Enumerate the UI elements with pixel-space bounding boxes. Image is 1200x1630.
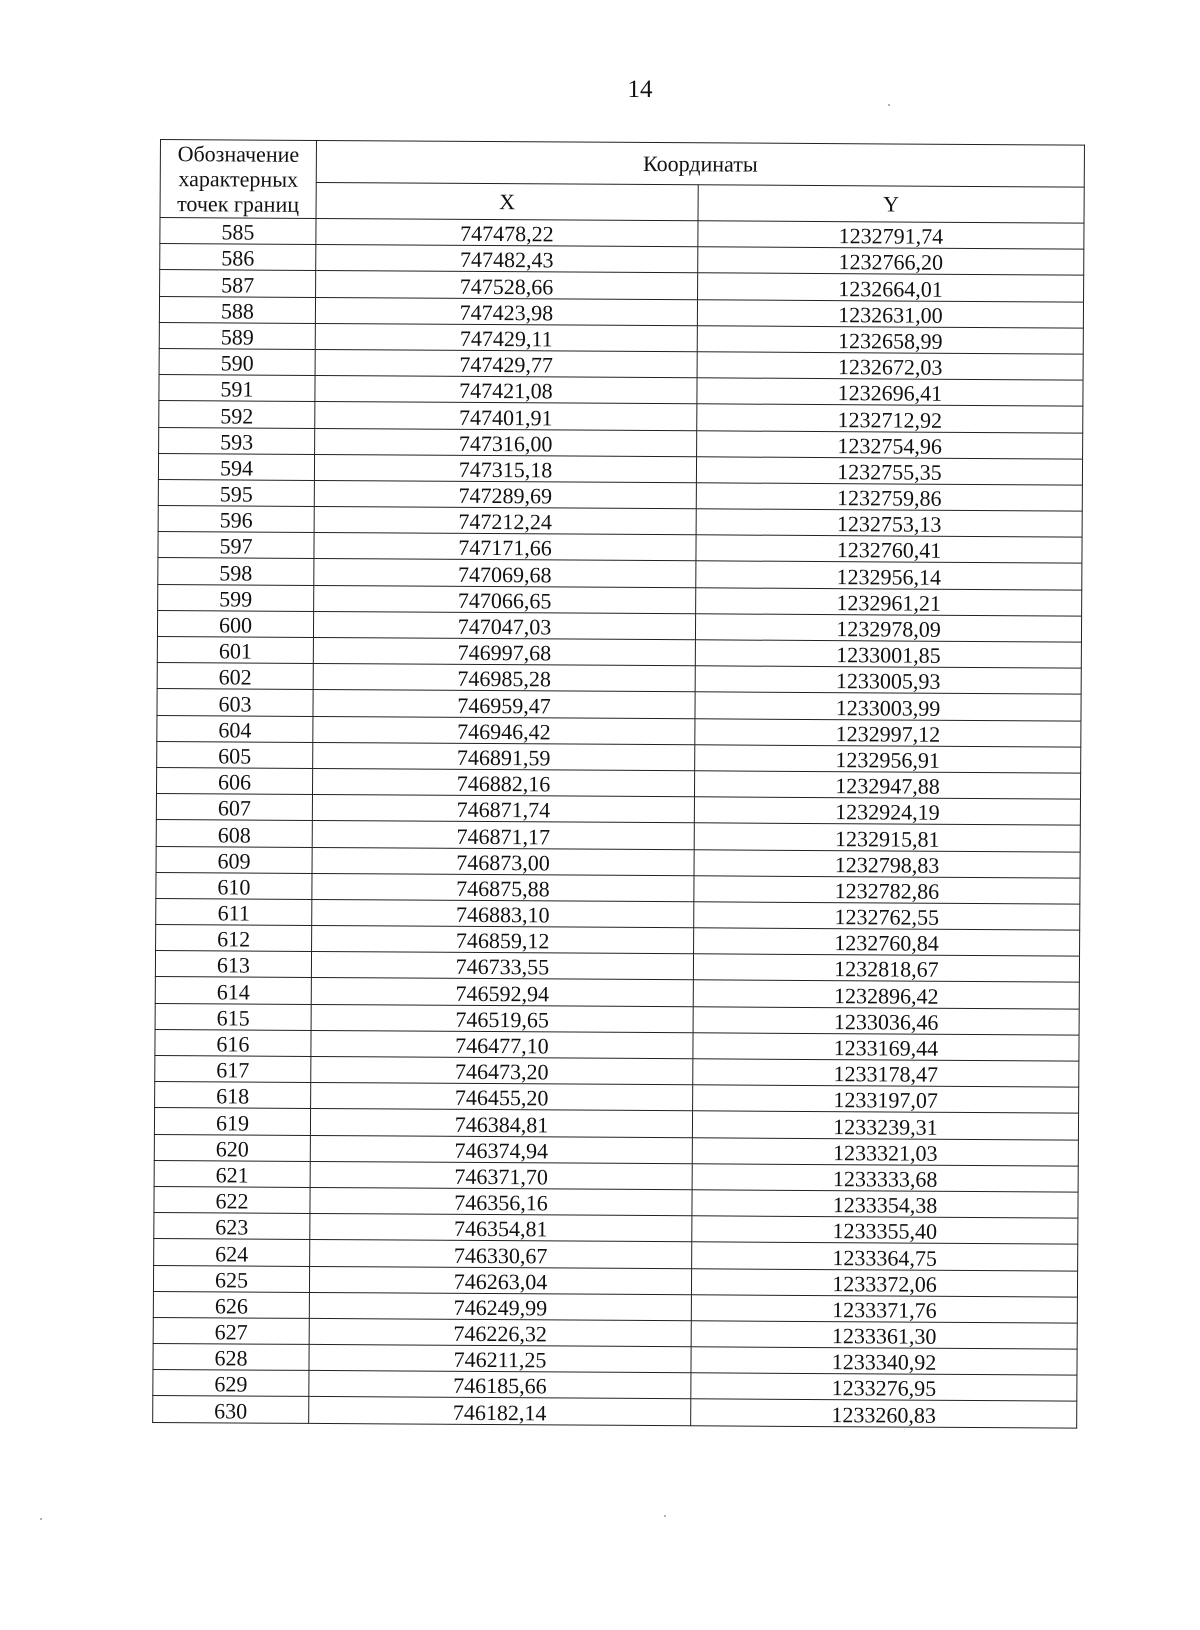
point-number-cell: 620 bbox=[154, 1134, 310, 1161]
y-coordinate-cell: 1233372,06 bbox=[691, 1268, 1077, 1297]
x-coordinate-cell: 747423,98 bbox=[315, 297, 697, 326]
x-coordinate-cell: 747478,22 bbox=[316, 218, 698, 247]
y-coordinate-cell: 1232791,74 bbox=[698, 221, 1084, 250]
x-coordinate-cell: 747069,68 bbox=[314, 559, 696, 588]
y-coordinate-cell: 1232664,01 bbox=[698, 273, 1084, 302]
x-coordinate-cell: 746354,81 bbox=[310, 1214, 692, 1243]
y-coordinate-cell: 1233169,44 bbox=[693, 1033, 1079, 1062]
y-coordinate-cell: 1232762,55 bbox=[694, 902, 1080, 931]
x-coordinate-cell: 746356,16 bbox=[310, 1187, 692, 1216]
x-coordinate-cell: 747289,69 bbox=[314, 480, 696, 509]
x-coordinate-cell: 746875,88 bbox=[312, 873, 694, 902]
point-number-cell: 628 bbox=[153, 1344, 309, 1371]
point-number-cell: 618 bbox=[155, 1082, 311, 1109]
x-coordinate-cell: 746997,68 bbox=[313, 637, 695, 666]
y-coordinate-cell: 1233005,93 bbox=[695, 666, 1081, 695]
x-coordinate-cell: 746882,16 bbox=[312, 768, 694, 797]
y-coordinate-cell: 1233197,07 bbox=[693, 1085, 1079, 1114]
x-coordinate-cell: 746519,65 bbox=[311, 1004, 693, 1033]
x-coordinate-cell: 747421,08 bbox=[315, 376, 697, 405]
point-number-cell: 613 bbox=[155, 951, 311, 978]
y-coordinate-cell: 1233178,47 bbox=[693, 1059, 1079, 1088]
x-coordinate-cell: 747316,00 bbox=[315, 428, 697, 457]
point-number-cell: 596 bbox=[158, 506, 314, 533]
y-coordinate-cell: 1232766,20 bbox=[698, 247, 1084, 276]
x-coordinate-cell: 747047,03 bbox=[313, 611, 695, 640]
point-number-cell: 587 bbox=[160, 270, 316, 297]
y-coordinate-cell: 1232759,86 bbox=[696, 483, 1082, 512]
y-coordinate-cell: 1233340,92 bbox=[691, 1347, 1077, 1376]
scan-speck bbox=[888, 104, 890, 106]
y-coordinate-cell: 1232753,13 bbox=[696, 509, 1082, 538]
point-number-cell: 588 bbox=[159, 296, 315, 323]
y-coordinate-cell: 1233371,76 bbox=[691, 1294, 1077, 1323]
x-coordinate-cell: 746182,14 bbox=[309, 1397, 691, 1426]
y-coordinate-cell: 1233003,99 bbox=[695, 692, 1081, 721]
page-number: 14 bbox=[627, 76, 653, 103]
x-coordinate-cell: 747429,77 bbox=[315, 349, 697, 378]
x-column-header: X bbox=[316, 183, 698, 221]
table-header bbox=[160, 140, 1084, 224]
x-coordinate-cell: 746185,66 bbox=[309, 1371, 691, 1400]
point-number-cell: 604 bbox=[157, 715, 313, 742]
point-number-cell: 595 bbox=[158, 479, 314, 506]
x-coordinate-cell: 746473,20 bbox=[311, 1056, 693, 1085]
point-number-cell: 608 bbox=[156, 820, 312, 847]
point-number-cell: 609 bbox=[156, 846, 312, 873]
point-number-cell: 603 bbox=[157, 689, 313, 716]
x-coordinate-cell: 747066,65 bbox=[314, 585, 696, 614]
point-number-cell: 627 bbox=[153, 1317, 309, 1344]
y-coordinate-cell: 1232631,00 bbox=[697, 299, 1083, 328]
y-coordinate-cell: 1232961,21 bbox=[696, 587, 1082, 616]
x-coordinate-cell: 746873,00 bbox=[312, 847, 694, 876]
y-coordinate-cell: 1233036,46 bbox=[693, 1006, 1079, 1035]
y-coordinate-cell: 1232978,09 bbox=[695, 614, 1081, 643]
point-number-cell: 607 bbox=[156, 794, 312, 821]
y-coordinate-cell: 1232760,41 bbox=[696, 535, 1082, 564]
point-number-cell: 616 bbox=[155, 1029, 311, 1056]
point-number-cell: 594 bbox=[158, 453, 314, 480]
coordinates-header: Координаты bbox=[316, 140, 1084, 187]
y-coordinate-cell: 1232760,84 bbox=[694, 928, 1080, 957]
point-number-cell: 606 bbox=[157, 767, 313, 794]
y-coordinate-cell: 1233001,85 bbox=[695, 640, 1081, 669]
point-number-cell: 598 bbox=[158, 558, 314, 585]
y-coordinate-cell: 1232672,03 bbox=[697, 352, 1083, 381]
point-number-cell: 597 bbox=[158, 532, 314, 559]
x-coordinate-cell: 747528,66 bbox=[316, 271, 698, 300]
x-coordinate-cell: 746859,12 bbox=[312, 926, 694, 955]
x-coordinate-cell: 746477,10 bbox=[311, 1030, 693, 1059]
point-number-cell: 621 bbox=[154, 1160, 310, 1187]
x-coordinate-cell: 746371,70 bbox=[310, 1161, 692, 1190]
scan-speck bbox=[664, 1515, 666, 1517]
point-number-cell: 614 bbox=[155, 977, 311, 1004]
x-coordinate-cell: 746249,99 bbox=[309, 1292, 691, 1321]
x-coordinate-cell: 746871,17 bbox=[312, 821, 694, 850]
y-coordinate-cell: 1232798,83 bbox=[694, 849, 1080, 878]
y-coordinate-cell: 1232712,92 bbox=[697, 404, 1083, 433]
x-coordinate-cell: 746871,74 bbox=[312, 795, 694, 824]
scan-speck bbox=[40, 1518, 42, 1520]
y-coordinate-cell: 1233355,40 bbox=[692, 1216, 1078, 1245]
point-number-cell: 626 bbox=[153, 1291, 309, 1318]
point-number-cell: 624 bbox=[154, 1239, 310, 1266]
x-coordinate-cell: 746891,59 bbox=[313, 742, 695, 771]
x-coordinate-cell: 747315,18 bbox=[314, 454, 696, 483]
x-coordinate-cell: 746455,20 bbox=[311, 1083, 693, 1112]
point-number-cell: 591 bbox=[159, 375, 315, 402]
x-coordinate-cell: 746263,04 bbox=[309, 1266, 691, 1295]
point-number-cell: 629 bbox=[153, 1370, 309, 1397]
y-coordinate-cell: 1232818,67 bbox=[693, 954, 1079, 983]
x-coordinate-cell: 746959,47 bbox=[313, 690, 695, 719]
point-number-cell: 623 bbox=[154, 1213, 310, 1240]
y-coordinate-cell: 1232947,88 bbox=[694, 771, 1080, 800]
x-coordinate-cell: 747401,91 bbox=[315, 402, 697, 431]
y-coordinate-cell: 1232696,41 bbox=[697, 378, 1083, 407]
y-coordinate-cell: 1233354,38 bbox=[692, 1190, 1078, 1219]
table-body bbox=[153, 218, 1084, 1428]
point-number-cell: 619 bbox=[154, 1108, 310, 1135]
point-number-cell: 602 bbox=[157, 663, 313, 690]
coordinates-table bbox=[152, 139, 1085, 1428]
y-coordinate-cell: 1232754,96 bbox=[697, 430, 1083, 459]
x-coordinate-cell: 747482,43 bbox=[316, 245, 698, 274]
y-coordinate-cell: 1232997,12 bbox=[695, 718, 1081, 747]
point-number-cell: 605 bbox=[157, 741, 313, 768]
point-number-cell: 601 bbox=[157, 636, 313, 663]
point-number-cell: 611 bbox=[156, 898, 312, 925]
x-coordinate-cell: 746330,67 bbox=[310, 1240, 692, 1269]
x-coordinate-cell: 746733,55 bbox=[311, 952, 693, 981]
y-coordinate-cell: 1232658,99 bbox=[697, 326, 1083, 355]
x-coordinate-cell: 746226,32 bbox=[309, 1318, 691, 1347]
point-number-cell: 625 bbox=[153, 1265, 309, 1292]
x-coordinate-cell: 746985,28 bbox=[313, 664, 695, 693]
point-number-cell: 630 bbox=[153, 1396, 309, 1423]
y-coordinate-cell: 1232956,14 bbox=[696, 561, 1082, 590]
point-number-cell: 589 bbox=[159, 322, 315, 349]
y-coordinate-cell: 1233260,83 bbox=[691, 1399, 1077, 1428]
y-coordinate-cell: 1233321,03 bbox=[692, 1137, 1078, 1166]
point-number-cell: 600 bbox=[157, 610, 313, 637]
y-column-header: Y bbox=[698, 185, 1084, 223]
point-number-cell: 615 bbox=[155, 1003, 311, 1030]
x-coordinate-cell: 747212,24 bbox=[314, 507, 696, 536]
point-number-cell: 590 bbox=[159, 348, 315, 375]
y-coordinate-cell: 1232755,35 bbox=[696, 456, 1082, 485]
point-number-cell: 610 bbox=[156, 872, 312, 899]
x-coordinate-cell: 746384,81 bbox=[310, 1109, 692, 1138]
x-coordinate-cell: 746374,94 bbox=[310, 1135, 692, 1164]
x-coordinate-cell: 746883,10 bbox=[312, 899, 694, 928]
x-coordinate-cell: 747171,66 bbox=[314, 533, 696, 562]
point-number-cell: 585 bbox=[160, 218, 316, 245]
y-coordinate-cell: 1232956,91 bbox=[695, 745, 1081, 774]
point-number-cell: 593 bbox=[159, 427, 315, 454]
x-coordinate-cell: 747429,11 bbox=[315, 323, 697, 352]
point-number-cell: 622 bbox=[154, 1186, 310, 1213]
x-coordinate-cell: 746946,42 bbox=[313, 716, 695, 745]
point-number-cell: 592 bbox=[159, 401, 315, 428]
point-number-cell: 586 bbox=[160, 244, 316, 271]
y-coordinate-cell: 1233361,30 bbox=[691, 1321, 1077, 1350]
table-row bbox=[153, 1396, 1077, 1428]
y-coordinate-cell: 1232915,81 bbox=[694, 823, 1080, 852]
y-coordinate-cell: 1232782,86 bbox=[694, 875, 1080, 904]
y-coordinate-cell: 1233364,75 bbox=[692, 1242, 1078, 1271]
point-designation-header: Обозначение характерных точек границ bbox=[160, 140, 316, 219]
point-number-cell: 612 bbox=[156, 925, 312, 952]
y-coordinate-cell: 1232896,42 bbox=[693, 980, 1079, 1009]
point-number-cell: 599 bbox=[158, 584, 314, 611]
y-coordinate-cell: 1233333,68 bbox=[692, 1164, 1078, 1193]
x-coordinate-cell: 746211,25 bbox=[309, 1344, 691, 1373]
x-coordinate-cell: 746592,94 bbox=[311, 978, 693, 1007]
coordinates-table-wrapper bbox=[152, 139, 1085, 1428]
y-coordinate-cell: 1232924,19 bbox=[694, 797, 1080, 826]
y-coordinate-cell: 1233239,31 bbox=[692, 1111, 1078, 1140]
point-number-cell: 617 bbox=[155, 1055, 311, 1082]
y-coordinate-cell: 1233276,95 bbox=[691, 1373, 1077, 1402]
